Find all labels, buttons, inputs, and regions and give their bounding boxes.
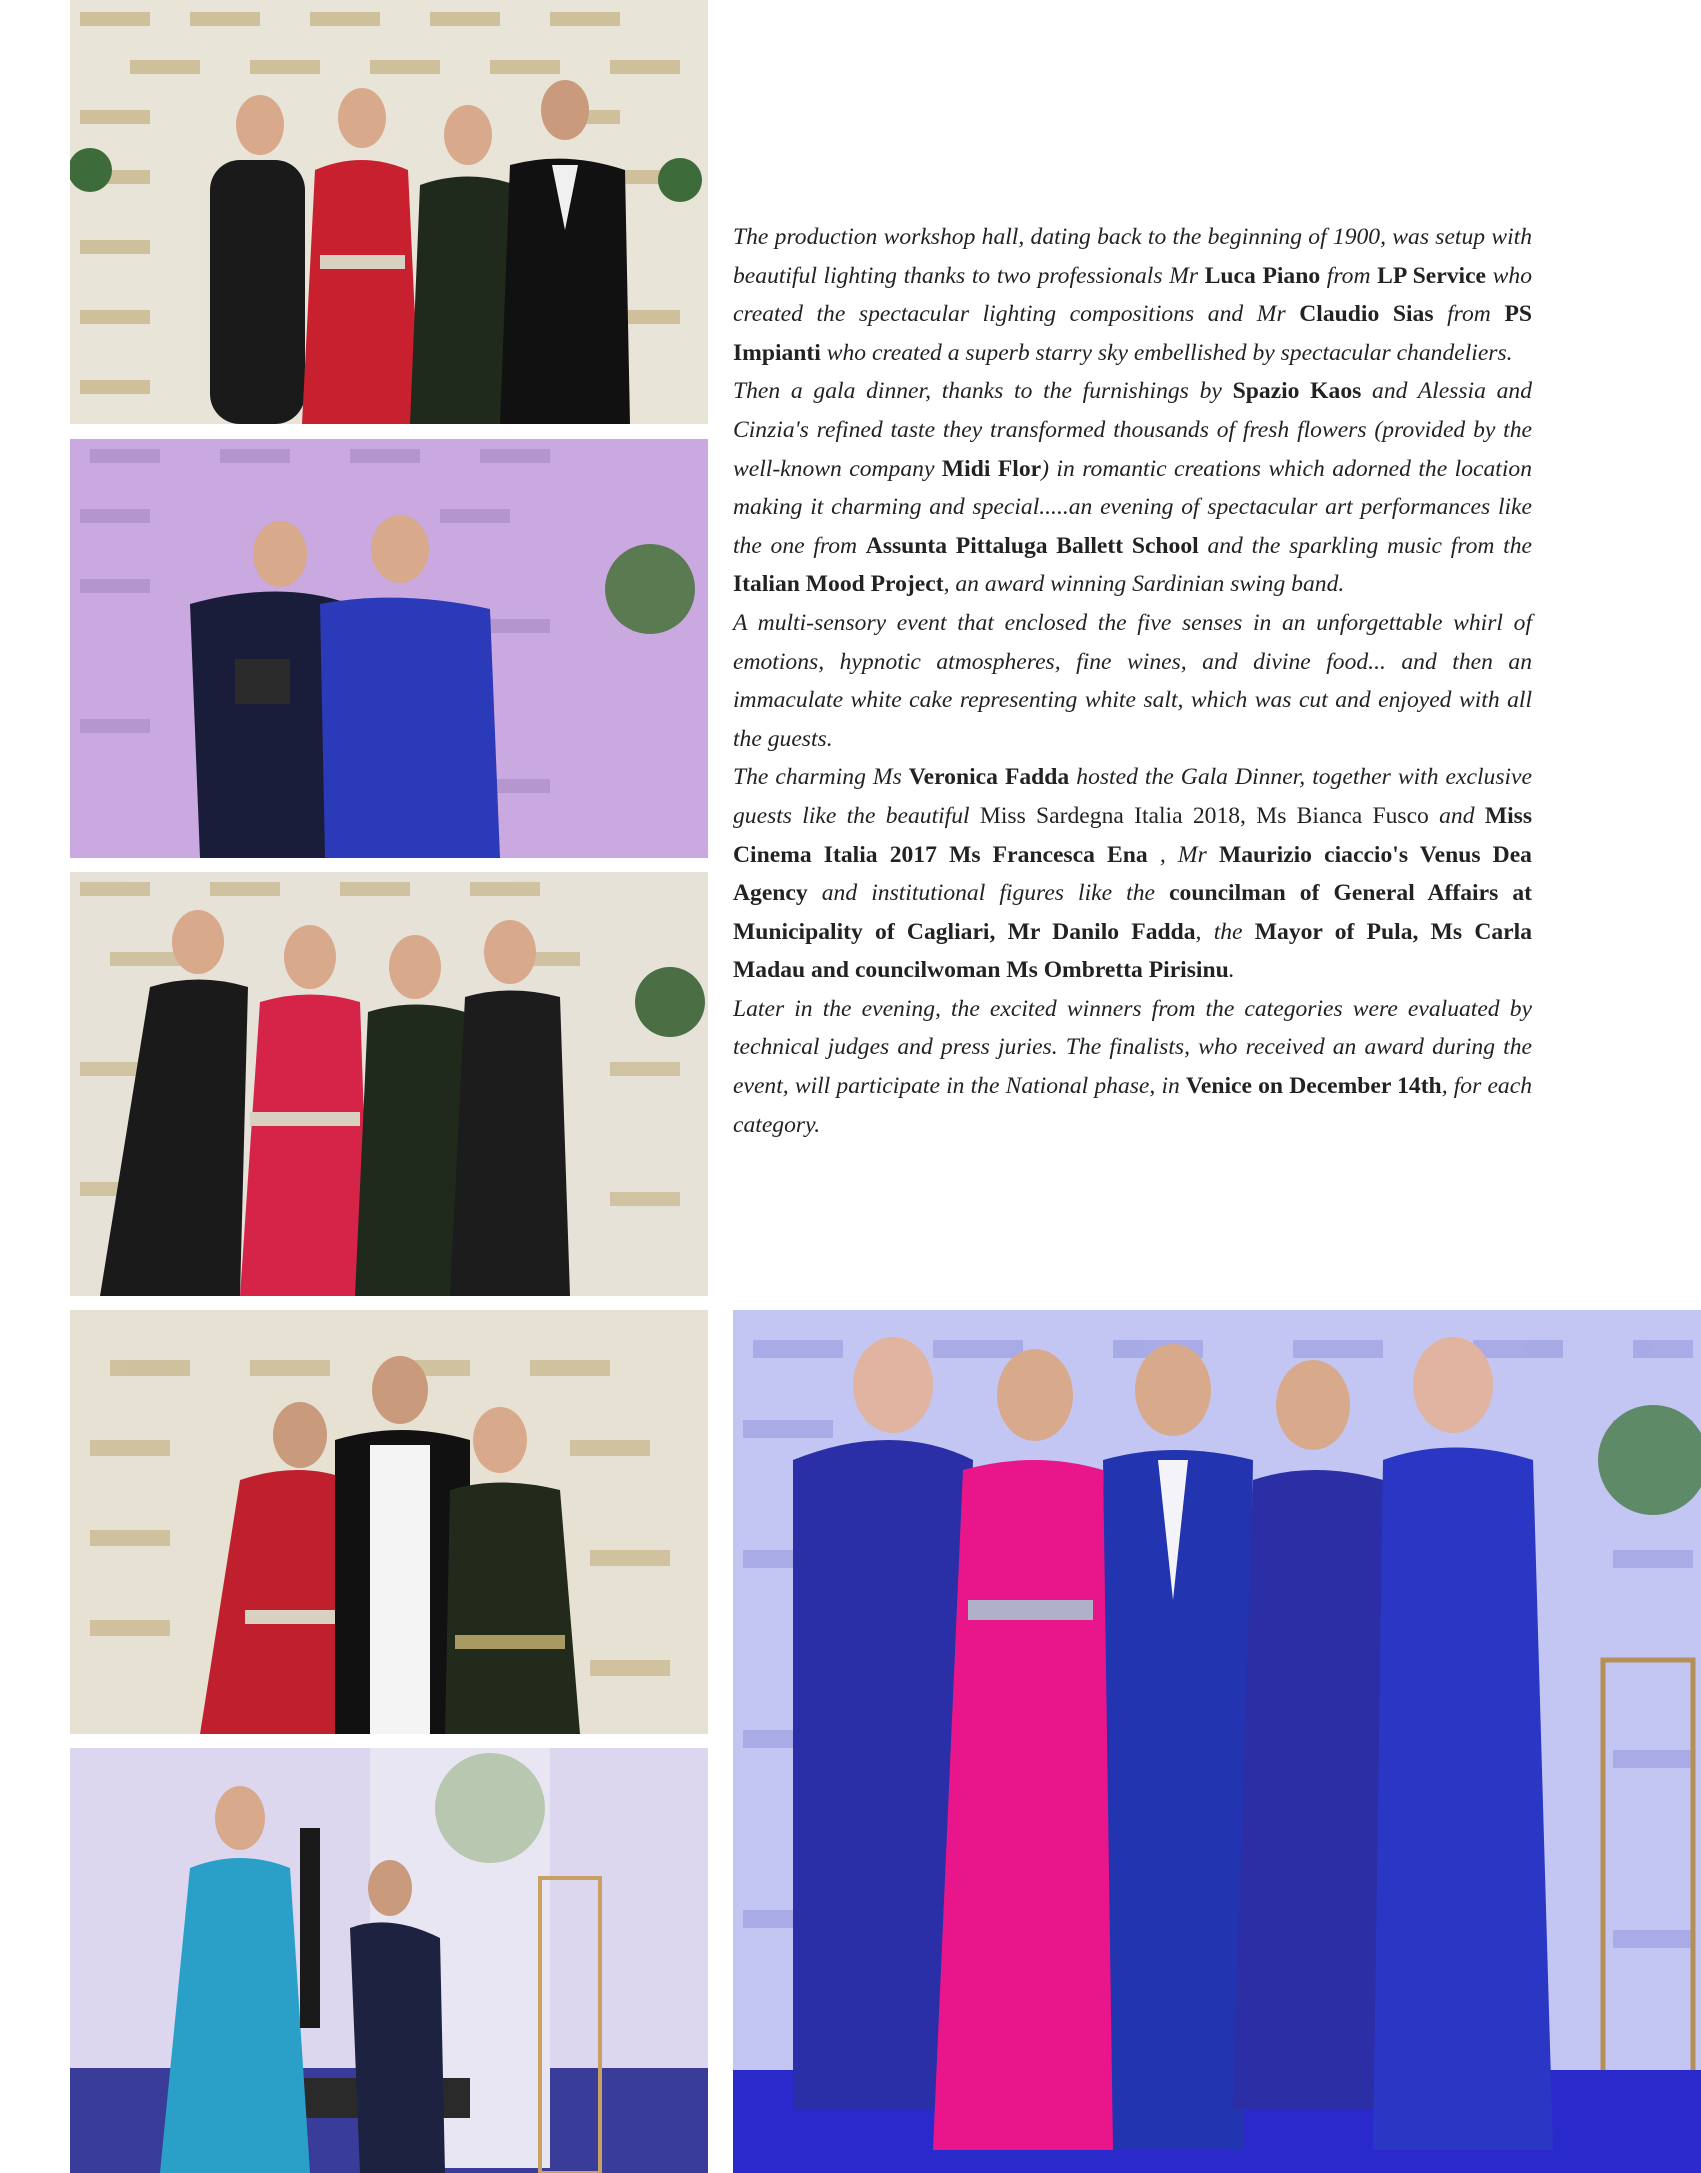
photo-group-four-women-man (70, 0, 708, 424)
photo-dance-performance (70, 1748, 708, 2173)
photo-2-image (70, 439, 708, 858)
text-run: who created the spectacular lighting compositions and Mr (733, 262, 1532, 328)
article-paragraph (733, 758, 1532, 990)
text-run: from (1320, 262, 1378, 289)
photo-6-image (733, 1310, 1701, 2173)
photo-four-women-gowns (70, 872, 708, 1296)
article-paragraph (733, 218, 1532, 372)
bold-text-run: LP Service (1377, 262, 1487, 289)
photo-5-image (70, 1748, 708, 2173)
photo-two-women-man (70, 1310, 708, 1734)
text-run: , for each category. (733, 1073, 1532, 1138)
article-paragraph (733, 604, 1532, 758)
text-run: who created a superb starry sky embellished by spectacular chandeliers. (820, 339, 1513, 366)
text-run: , an award winning Sardinian swing band. (943, 571, 1345, 598)
bold-text-run: councilman of General Affairs at Municipality of Cagliari, Mr Danilo Fadda (733, 880, 1532, 945)
text-run: Miss Sardegna Italia 2018, Ms Bianca Fusco (979, 802, 1429, 829)
text-run: and Alessia and Cinzia's refined taste they transformed thousands of fresh flowers (provided by the well-known company (733, 378, 1532, 482)
text-run: The production workshop hall, dating back to the beginning of 1900, was setup with beautiful lighting thanks to two professionals Mr (733, 224, 1532, 289)
photo-3-image (70, 872, 708, 1296)
photo-4-image (70, 1310, 708, 1734)
text-run: A multi-sensory event that enclosed the five senses in an unforgettable whirl of emotions, hypnotic atmospheres, fine wines, and divine food... and then an immaculate white cake representing white salt, which was cut and enjoyed with all the guests. (733, 609, 1532, 752)
article-paragraph (733, 990, 1532, 1144)
text-run: . (1228, 957, 1235, 984)
bold-text-run: PS Impianti (733, 301, 1532, 366)
photo-group-blue-stage (733, 1310, 1701, 2173)
text-run: from (1433, 301, 1505, 328)
bold-text-run: Luca Piano (1204, 262, 1321, 289)
text-run: and the sparkling music from the (1198, 532, 1532, 559)
bold-text-run: Maurizio ciaccio's Venus Dea Agency (733, 841, 1532, 907)
text-run: and institutional figures like the (807, 880, 1170, 907)
text-run: Then a gala dinner, thanks to the furnishings by (733, 378, 1233, 405)
text-run: , the (1195, 918, 1255, 945)
text-run: , Mr (1147, 841, 1219, 868)
photo-1-image (70, 0, 708, 424)
bold-text-run: Venice on December 14th (1185, 1073, 1442, 1100)
bold-text-run: Midi Flor (941, 455, 1042, 482)
text-run: ) in romantic creations which adorned the location making it charming and special.....an evening of spectacular art performances like the one from (733, 455, 1532, 559)
text-run: Later in the evening, the excited winners from the categories were evaluated by technical judges and press juries. The finalists, who received an award during the event, will participate in the National phase, in (733, 995, 1532, 1100)
bold-text-run: Assunta Pittaluga Ballett School (865, 532, 1199, 559)
text-run: The charming Ms (733, 764, 909, 791)
bold-text-run: Mayor of Pula, Ms Carla Madau and councilwoman Ms Ombretta Pirisinu (733, 918, 1532, 984)
text-run: hosted the Gala Dinner, together with exclusive guests like the beautiful (733, 764, 1533, 829)
photo-two-women-award (70, 439, 708, 858)
bold-text-run: Veronica Fadda (908, 764, 1070, 791)
article-text (733, 218, 1532, 1144)
bold-text-run: Italian Mood Project (733, 571, 944, 598)
bold-text-run: Claudio Sias (1299, 301, 1434, 328)
article-paragraph (733, 372, 1532, 604)
text-run: and (1428, 802, 1485, 829)
bold-text-run: Spazio Kaos (1232, 378, 1362, 405)
bold-text-run: Miss Cinema Italia 2017 Ms Francesca Ena (733, 802, 1532, 868)
